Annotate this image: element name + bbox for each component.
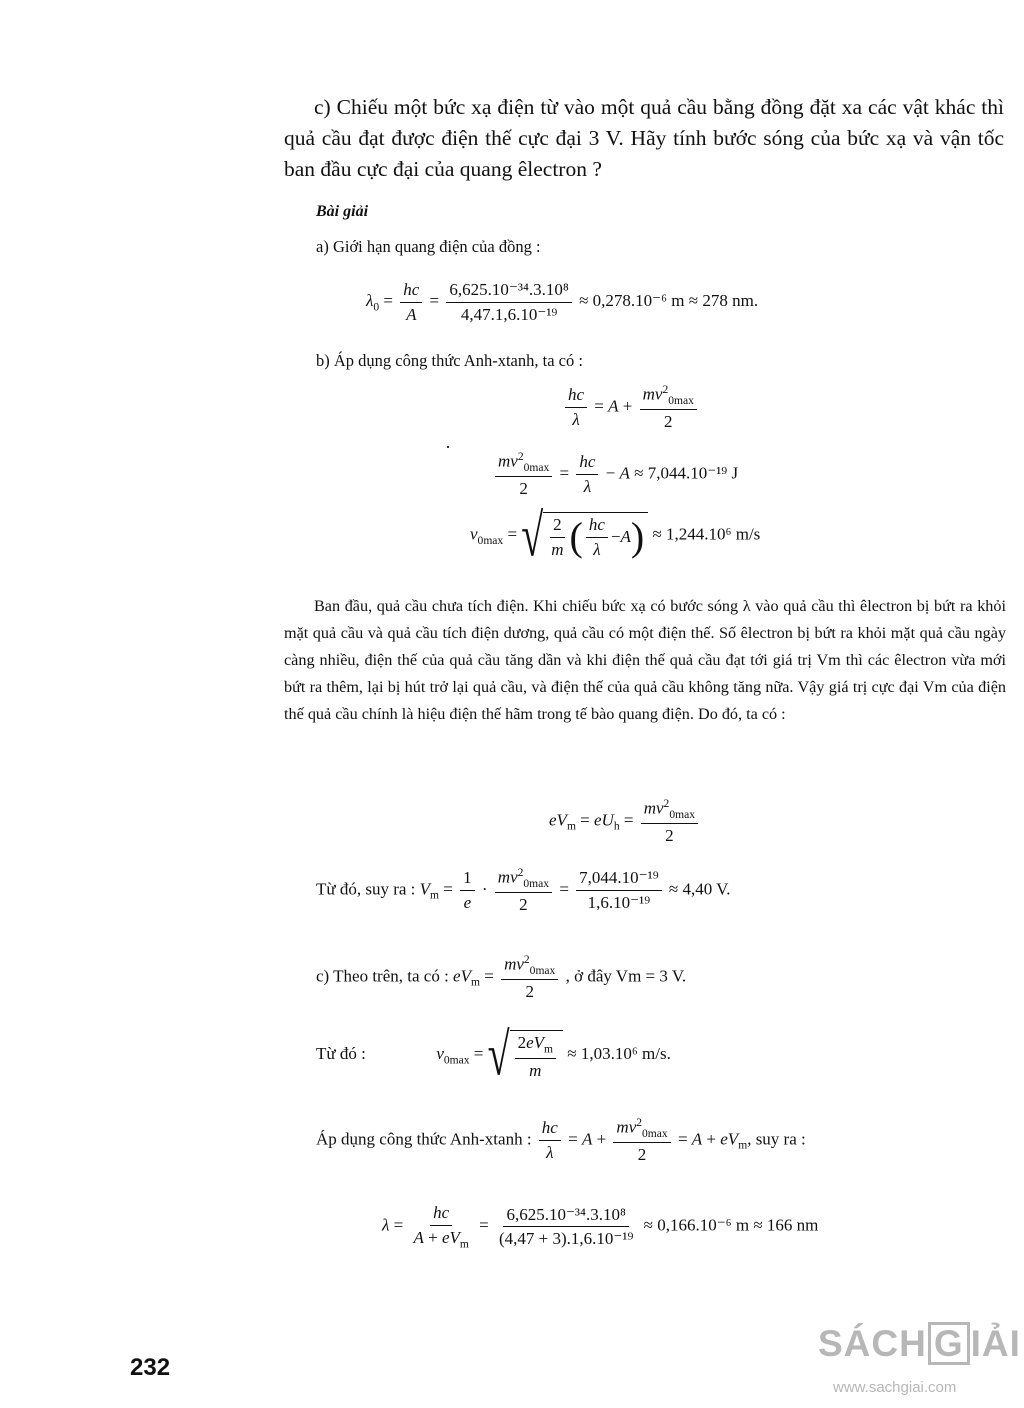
equation-vm: Từ đó, suy ra : $V_m$ = $\frac{1}{e}$ · $\frac{mv^2_{0max}}{2}$ = $\frac{\text{7,044.10⁻¹⁹}}{\text{1,6.10⁻¹⁹}}$ ≈ 4,40 V. — [316, 866, 731, 915]
part-a-intro: a) Giới hạn quang điện của đồng : — [316, 237, 541, 256]
lambda0-result: ≈ 0,278.10⁻⁶ m ≈ 278 nm. — [579, 290, 759, 310]
sqrt-expression: √ $\frac{2}{m}$ ( $\frac{hc}{\lambda}$ − A ) — [521, 512, 648, 559]
solution-heading: Bài giải — [316, 203, 369, 220]
vm-numerator: 7,044.10⁻¹⁹ — [576, 868, 662, 891]
problem-statement-c — [284, 92, 1004, 185]
equation-kinetic-energy: $\frac{mv^2_{0max}}{2}$ = $\frac{hc}{\lambda}$ − A ≈ 7,044.10⁻¹⁹ J — [492, 450, 738, 499]
part-c-intro: c) Theo trên, ta có : — [316, 966, 449, 986]
explanation-paragraph — [284, 593, 1006, 728]
explanation-text: Ban đầu, quả cầu chưa tích điện. Khi chiếu bức xạ có bước sóng λ vào quả cầu thì êlectron bị bứt ra khỏi mặt quả cầu và quả cầu tích điện dương, quả cầu có một điện thế. Số êlectron bị bứt ra khỏi mặt quả cầu ngày càng nhiều, điện thế của quả cầu tăng dần và khi điện thế quả cầu đạt tới giá trị Vm thì các êlectron vừa mới bứt ra thêm, lại bị hút trở lại quả cầu, và điện thế của quả cầu không tăng nữa. Vậy giá trị cực đại Vm của điện thế quả cầu chính là hiệu điện thế hãm trong tế bào quang điện. Do đó, ta có : — [284, 597, 1006, 723]
v0max-result: ≈ 1,244.10⁶ m/s — [652, 524, 761, 544]
equation-einstein: $\frac{hc}{\lambda}$ = A + $\frac{mv^2_{0max}}{2}$ — [562, 383, 700, 432]
kinetic-energy-result: ≈ 7,044.10⁻¹⁹ J — [634, 463, 739, 483]
c-lambda-denominator: (4,47 + 3).1,6.10⁻¹⁹ — [498, 1229, 634, 1249]
c-suy-ra-label: , suy ra : — [747, 1129, 806, 1149]
page-number: 232 — [130, 1354, 171, 1381]
equation-c-start: c) Theo trên, ta có : $eV_m$ = $\frac{mv^2_{0max}}{2}$ , ở đây Vm = 3 V. — [316, 953, 687, 1002]
fraction-lambda0-values — [446, 280, 571, 324]
equation-lambda0: $\lambda_0$ = $\frac{hc}{A}$ = $\frac{\text{6,625.10⁻³⁴.3.10⁸}}{\text{4,47.1,6.10⁻¹⁹}}$ ≈ 0,278.10⁻⁶ m ≈ 278 nm. — [366, 280, 759, 324]
part-b-intro: b) Áp dụng công thức Anh-xtanh, ta có : — [316, 351, 583, 370]
lambda0-numerator: 6,625.10⁻³⁴.3.10⁸ — [446, 280, 571, 303]
c-lambda-numerator: 6,625.10⁻³⁴.3.10⁸ — [503, 1205, 628, 1228]
equation-evm: $eV_m = eU_h$ = $\frac{mv^2_{0max}}{2}$ — [549, 797, 701, 846]
lambda0-denominator: 4,47.1,6.10⁻¹⁹ — [460, 304, 558, 324]
c-lambda-result: ≈ 0,166.10⁻⁶ m ≈ 166 nm — [643, 1215, 819, 1235]
tu-do-label: Từ đó : — [316, 1044, 366, 1064]
apply-label: Áp dụng công thức Anh-xtanh : — [316, 1129, 532, 1149]
equation-c-v0max: Từ đó : $v_{0max}$ = √ $\frac{2eV_m}{m}$ ≈ 1,03.10⁶ m/s. — [316, 1020, 671, 1089]
stray-dot — [447, 446, 449, 448]
watermark-logo: SÁCH G IẢI — [818, 1323, 1021, 1364]
problem-c-text: c) Chiếu một bức xạ điện từ vào một quả cầu bằng đồng đặt xa các vật khác thì quả cầu đạt được điện thế cực đại 3 V. Hãy tính bước sóng của bức xạ và vận tốc ban đầu cực đại của quang êlectron ? — [284, 95, 1004, 181]
part-c-note: , ở đây Vm = 3 V. — [565, 966, 687, 986]
watermark-url: www.sachgiai.com — [833, 1379, 957, 1396]
suy-ra-label: Từ đó, suy ra : — [316, 879, 416, 899]
equation-c-lambda: λ = $\frac{hc}{A + eV_m}$ = $\frac{\text{6,625.10⁻³⁴.3.10⁸}}{\text{(4,47 + 3).1,6.10⁻¹⁹}}$ ≈ 0,166.10⁻⁶ m ≈ 166 nm — [382, 1203, 819, 1250]
equation-v0max: $v_{0max}$ = √ $\frac{2}{m}$ ( $\frac{hc}{\lambda}$ − A ) ≈ 1,244.10⁶ m/s — [470, 501, 761, 569]
vm-denominator: 1,6.10⁻¹⁹ — [587, 892, 651, 912]
fraction-hc-over-a: $\frac{hc}{A}$ — [400, 280, 422, 324]
c-v0max-result: ≈ 1,03.10⁶ m/s. — [567, 1044, 671, 1064]
equation-c-einstein: Áp dụng công thức Anh-xtanh : $\frac{hc}{\lambda}$ = A + $\frac{mv^2_{0max}}{2}$ = $A + eV_m$, suy ra : — [316, 1116, 806, 1165]
vm-result: ≈ 4,40 V. — [668, 879, 731, 899]
